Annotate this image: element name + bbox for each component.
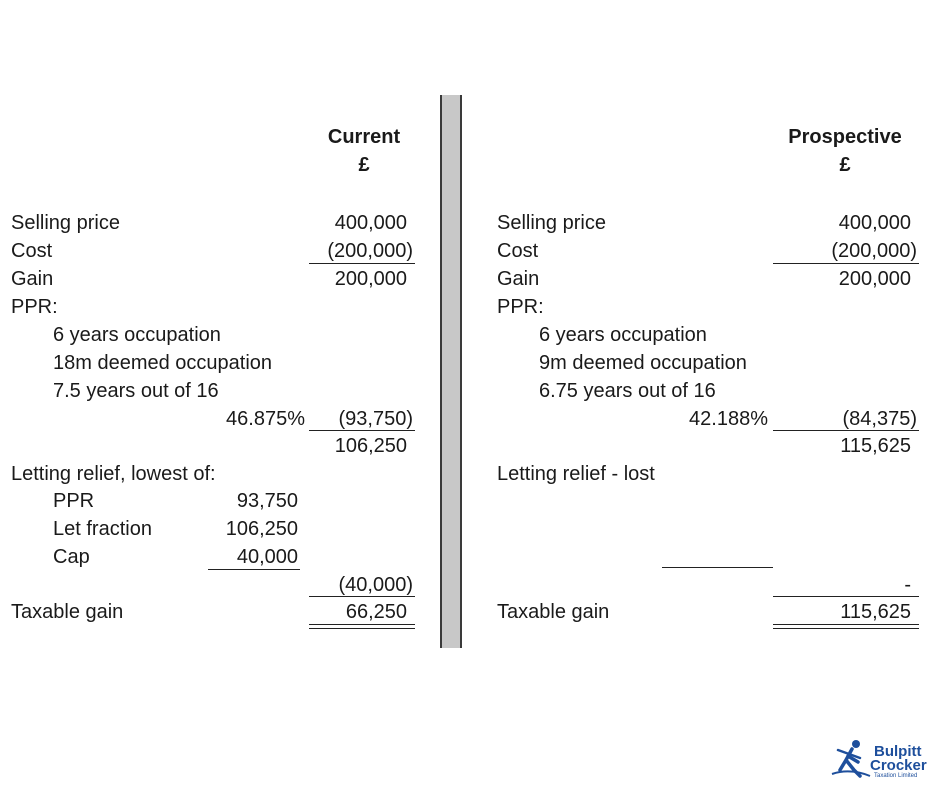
- deemed-occupation-text: 9m deemed occupation: [539, 352, 747, 374]
- after-ppr-value: 115,625: [840, 435, 911, 457]
- years-out-of-text: 6.75 years out of 16: [539, 380, 716, 402]
- subtotal-rule: [208, 569, 300, 570]
- current-currency: £: [358, 154, 370, 176]
- after-ppr-value: 106,250: [334, 435, 407, 457]
- selling-price-label: Selling price: [497, 212, 606, 234]
- cost-label: Cost: [11, 240, 53, 262]
- gain-value: 200,000: [334, 268, 407, 290]
- subtotal-rule: [773, 263, 919, 264]
- cap-label: Cap: [53, 546, 90, 568]
- logo-name-line2: Crocker: [870, 757, 927, 774]
- cost-value: (200,000): [831, 240, 917, 262]
- occupation-text: 6 years occupation: [53, 324, 221, 346]
- occupation-text: 6 years occupation: [539, 324, 707, 346]
- letting-ppr-label: PPR: [53, 490, 95, 512]
- total-double-rule: [773, 624, 919, 629]
- letting-relief-value: (40,000): [338, 574, 413, 596]
- subtotal-rule: [773, 596, 919, 597]
- letting-ppr-value: 93,750: [236, 490, 298, 512]
- ppr-relief-value: (93,750): [338, 408, 413, 430]
- ppr-relief-value: (84,375): [842, 408, 917, 430]
- let-fraction-value: 106,250: [225, 518, 298, 540]
- total-double-rule: [309, 624, 415, 629]
- taxable-gain-value: 115,625: [840, 601, 911, 623]
- cost-label: Cost: [497, 240, 539, 262]
- logo-tagline: Taxation Limited: [874, 773, 918, 779]
- cost-value: (200,000): [327, 240, 413, 262]
- taxable-gain-label: Taxable gain: [11, 601, 124, 623]
- prospective-header: Prospective: [788, 126, 902, 148]
- current-header: Current: [327, 126, 401, 148]
- selling-price-value: 400,000: [334, 212, 407, 234]
- company-logo: [830, 738, 930, 780]
- cricketer-icon: [830, 738, 872, 780]
- prospective-currency: £: [839, 154, 851, 176]
- ppr-percentage: 42.188%: [689, 408, 768, 430]
- logo-name-line1: Bulpitt: [874, 743, 922, 760]
- taxable-gain-value: 66,250: [345, 601, 407, 623]
- taxable-gain-label: Taxable gain: [497, 601, 610, 623]
- gain-label: Gain: [497, 268, 540, 290]
- subtotal-rule: [309, 263, 415, 264]
- ppr-percentage: 46.875%: [226, 408, 305, 430]
- selling-price-label: Selling price: [11, 212, 120, 234]
- subtotal-rule: [309, 596, 415, 597]
- letting-relief-label: Letting relief, lowest of:: [11, 463, 216, 485]
- letting-relief-value: -: [904, 574, 911, 596]
- subtotal-rule: [662, 567, 773, 568]
- selling-price-value: 400,000: [838, 212, 911, 234]
- cap-value: 40,000: [236, 546, 298, 568]
- column-divider: [440, 95, 462, 648]
- letting-relief-label: Letting relief - lost: [497, 463, 655, 485]
- gain-value: 200,000: [838, 268, 911, 290]
- gain-label: Gain: [11, 268, 54, 290]
- ppr-label: PPR:: [497, 296, 544, 318]
- let-fraction-label: Let fraction: [53, 518, 152, 540]
- deemed-occupation-text: 18m deemed occupation: [53, 352, 273, 374]
- years-out-of-text: 7.5 years out of 16: [53, 380, 219, 402]
- ppr-label: PPR:: [11, 296, 58, 318]
